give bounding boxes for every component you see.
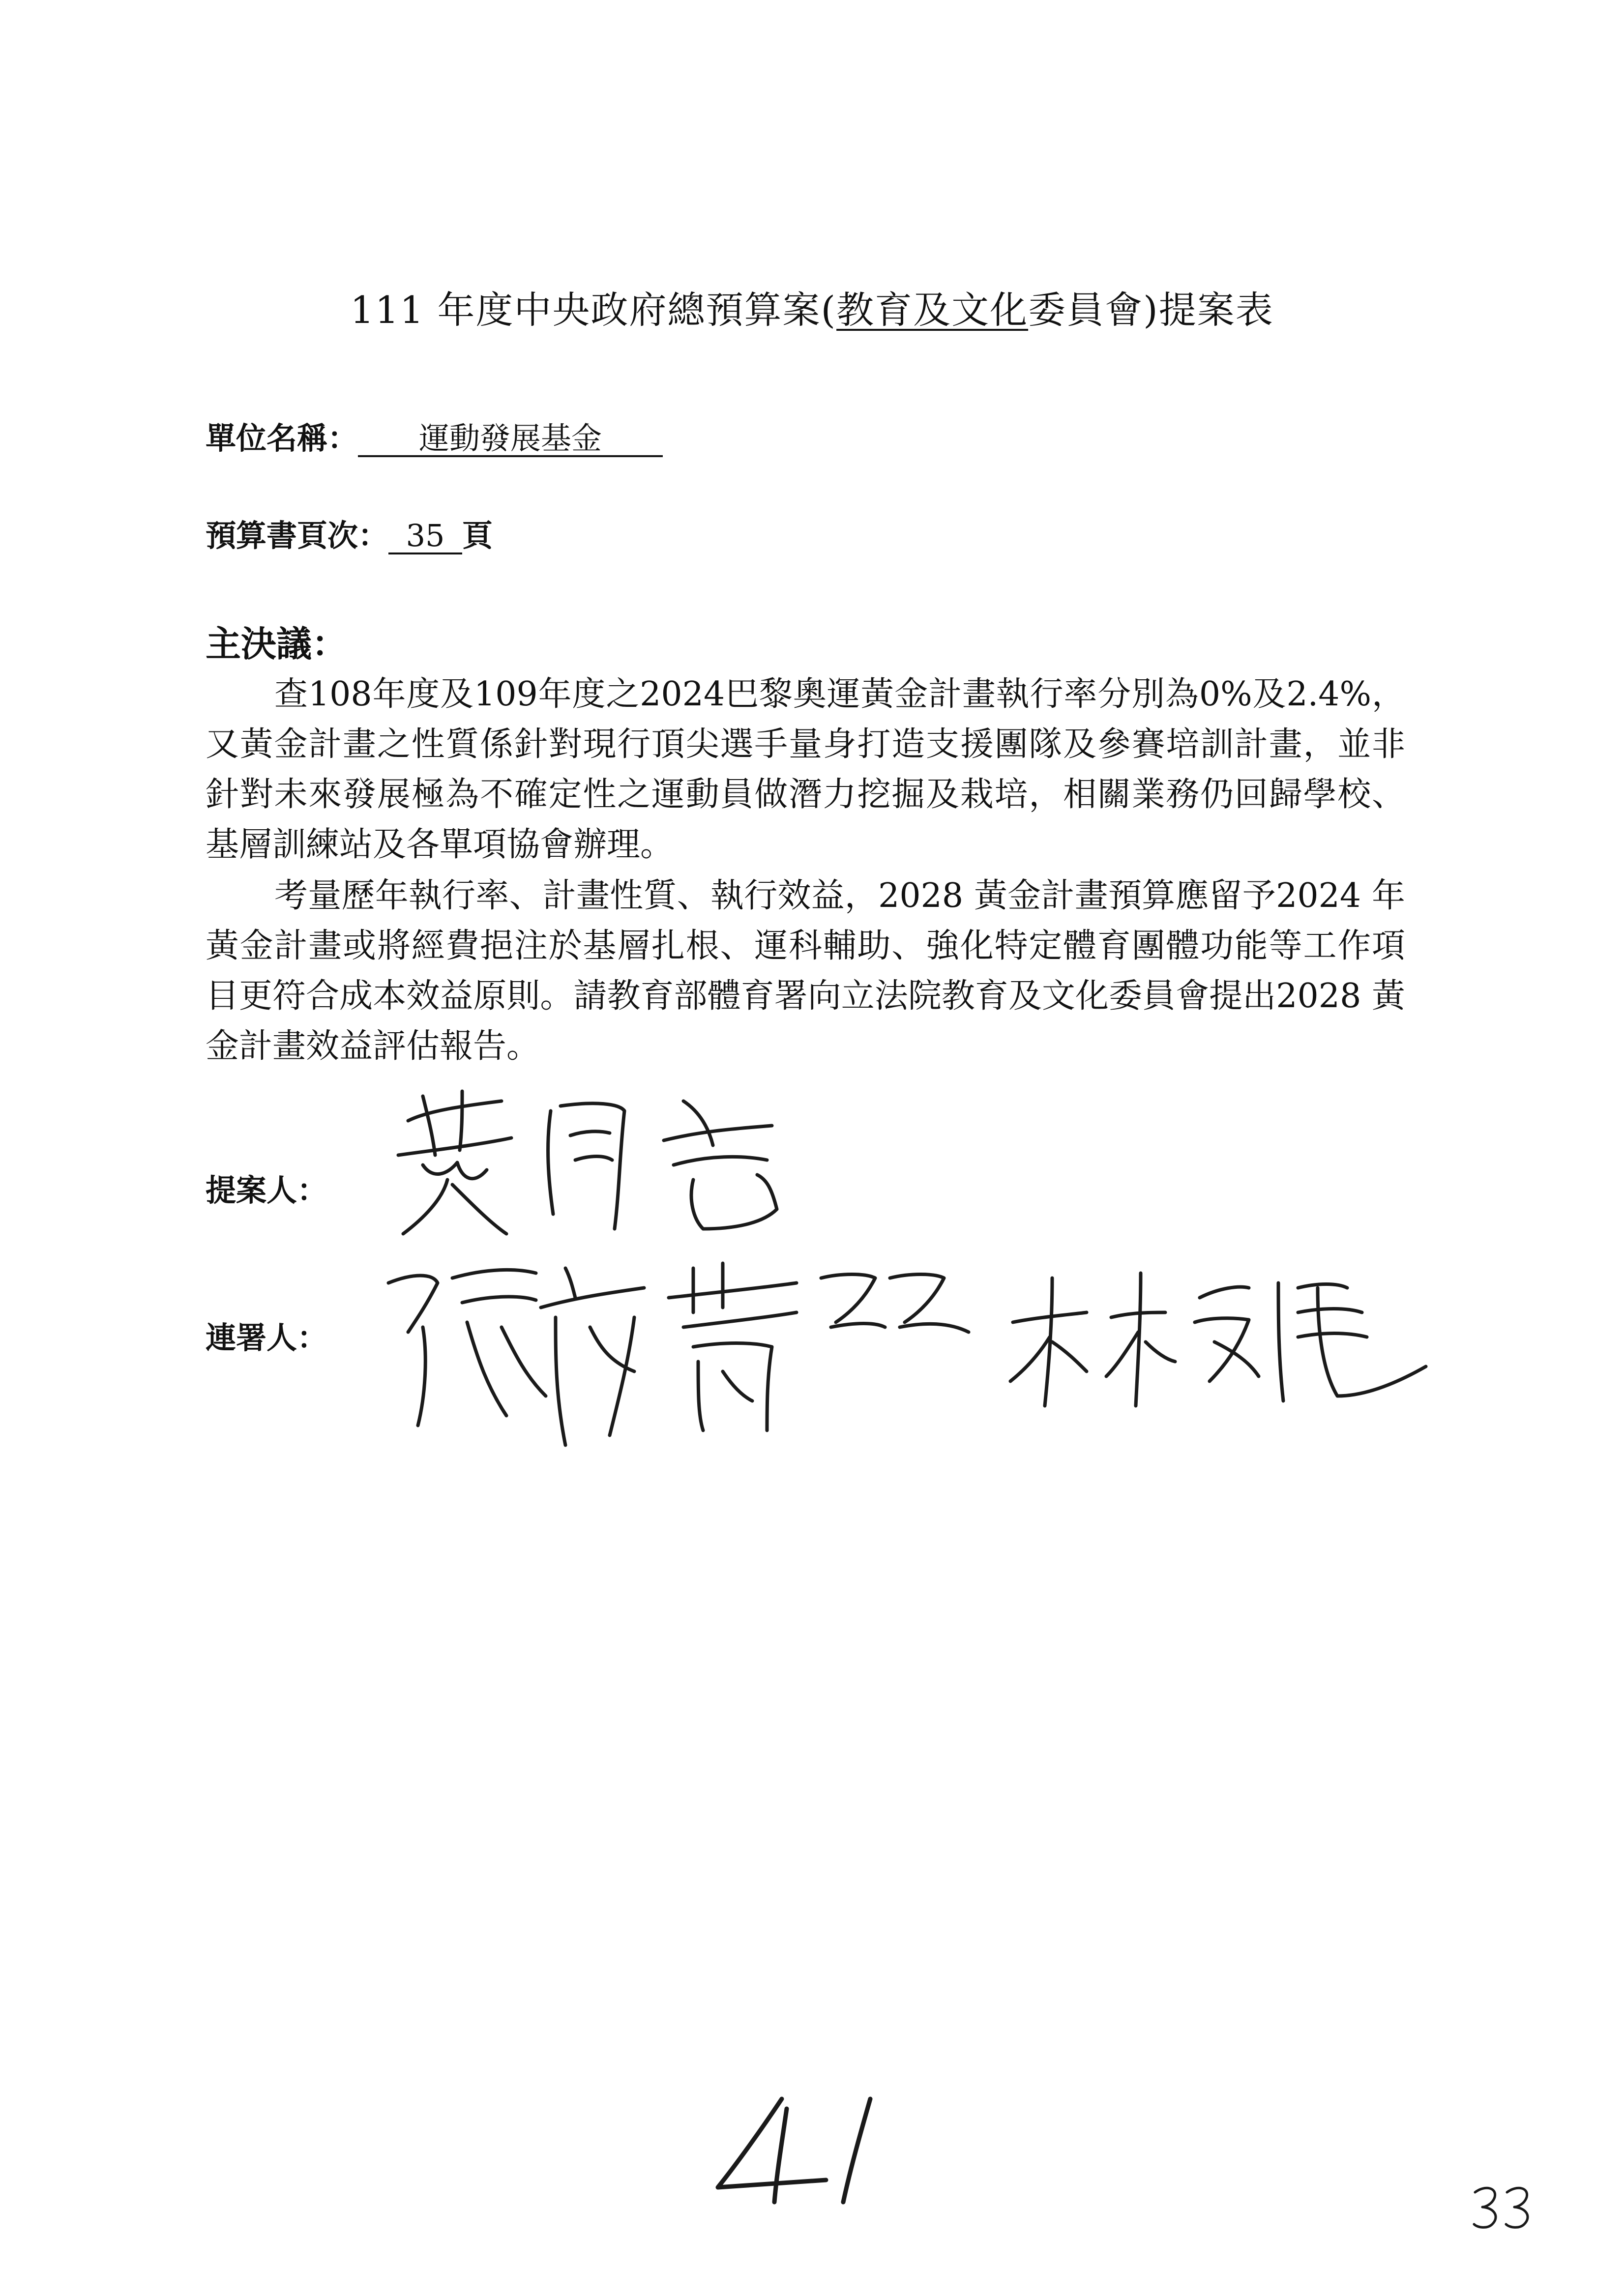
budget-page-row <box>206 511 493 555</box>
budget-page-value: 35 <box>388 519 462 554</box>
title-committee: 教育及文化 <box>836 288 1029 332</box>
budget-page-unit: 頁 <box>462 518 493 553</box>
handwritten-corner-number <box>1470 2182 1539 2237</box>
cosigners-label: 連署人： <box>206 1320 328 1356</box>
title-suffix: 委員會)提案表 <box>1028 288 1274 332</box>
budget-page-label: 預算書頁次： <box>206 518 389 553</box>
unit-value: 運動發展基金 <box>358 422 663 457</box>
resolution-paragraph-2: 考量歷年執行率、計畫性質、執行效益，2028 黃金計畫預算應留予2024 年黃金計畫或將經費挹注於基層扎根、運科輔助、強化特定體育團體功能等工作項目更符合成本效益原則。請教育部體育署向立法院教育及文化委員會提出2028 黃金計畫效益評估報告。 <box>206 876 1405 1066</box>
form-title <box>0 280 1624 334</box>
handwritten-page-number <box>708 2089 885 2212</box>
resolution-paragraph-1: 查108年度及109年度之2024巴黎奧運黃金計畫執行率分別為0%及2.4%，又黃金計畫之性質係針對現行頂尖選手量身打造支援團隊及參賽培訓計畫，並非針對未來發展極為不確定性之運動員做潛力挖掘及栽培，相關業務仍回歸學校、基層訓練站及各單項協會辦理。 <box>206 675 1405 864</box>
cosigner-signature-1 <box>379 1249 1008 1480</box>
resolution-label: 主決議： <box>206 623 348 665</box>
title-prefix: 111 年度中央政府總預算案( <box>350 288 837 332</box>
proposer-signature <box>388 1081 792 1244</box>
proposer-label: 提案人： <box>206 1172 328 1208</box>
cosigner-signature-2 <box>1003 1258 1436 1421</box>
unit-row <box>206 414 663 458</box>
unit-label: 單位名稱： <box>206 420 358 456</box>
